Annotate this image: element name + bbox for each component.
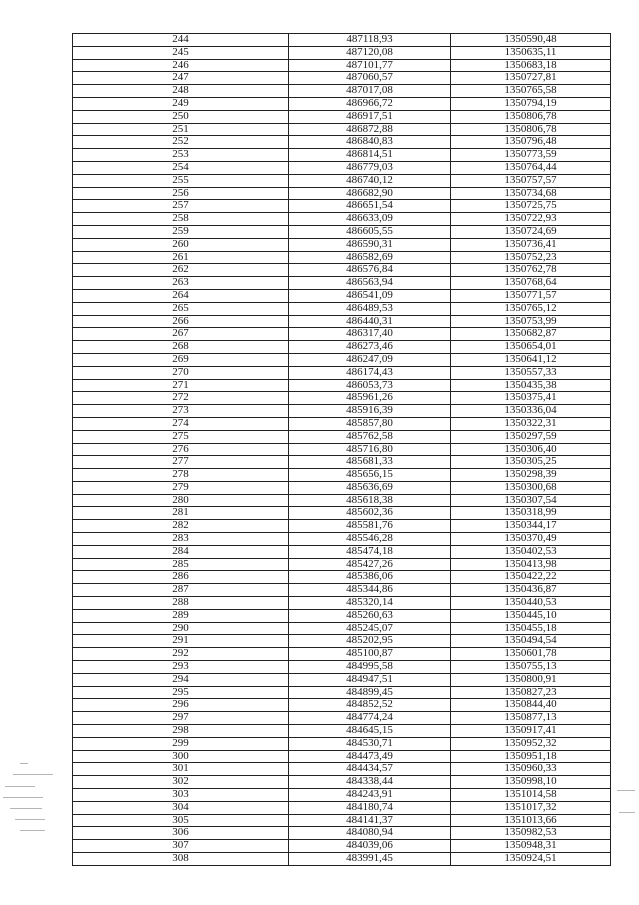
table-row	[73, 200, 611, 213]
x-coordinate-cell: 485762,58	[289, 430, 451, 443]
table-row	[73, 673, 611, 686]
point-number-cell: 273	[73, 405, 289, 418]
x-coordinate-cell: 484645,15	[289, 725, 451, 738]
y-coordinate-cell: 1350757,57	[451, 174, 611, 187]
y-coordinate-cell: 1350435,38	[451, 379, 611, 392]
table-row	[73, 174, 611, 187]
point-number-cell: 291	[73, 635, 289, 648]
y-coordinate-cell: 1350727,81	[451, 72, 611, 85]
y-coordinate-cell: 1350402,53	[451, 545, 611, 558]
point-number-cell: 252	[73, 136, 289, 149]
point-number-cell: 255	[73, 174, 289, 187]
table-row	[73, 277, 611, 290]
y-coordinate-cell: 1350422,22	[451, 571, 611, 584]
x-coordinate-cell: 485602,36	[289, 507, 451, 520]
y-coordinate-cell: 1350370,49	[451, 533, 611, 546]
table-row	[73, 264, 611, 277]
x-coordinate-cell: 485202,95	[289, 635, 451, 648]
x-coordinate-cell: 484530,71	[289, 737, 451, 750]
x-coordinate-cell: 485961,26	[289, 392, 451, 405]
y-coordinate-cell: 1350982,53	[451, 827, 611, 840]
y-coordinate-cell: 1350297,59	[451, 430, 611, 443]
table-row	[73, 469, 611, 482]
y-coordinate-cell: 1350654,01	[451, 341, 611, 354]
table-row	[73, 302, 611, 315]
x-coordinate-cell: 486317,40	[289, 328, 451, 341]
y-coordinate-cell: 1350590,48	[451, 34, 611, 47]
point-number-cell: 253	[73, 149, 289, 162]
x-coordinate-cell: 484338,44	[289, 776, 451, 789]
table-row	[73, 341, 611, 354]
point-number-cell: 257	[73, 200, 289, 213]
x-coordinate-cell: 486872,88	[289, 123, 451, 136]
table-row	[73, 622, 611, 635]
table-row	[73, 648, 611, 661]
x-coordinate-cell: 486651,54	[289, 200, 451, 213]
table-row	[73, 187, 611, 200]
y-coordinate-cell: 1350773,59	[451, 149, 611, 162]
y-coordinate-cell: 1350455,18	[451, 622, 611, 635]
point-number-cell: 283	[73, 533, 289, 546]
table-row	[73, 853, 611, 866]
table-row	[73, 712, 611, 725]
y-coordinate-cell: 1350683,18	[451, 59, 611, 72]
table-row	[73, 584, 611, 597]
x-coordinate-cell: 484039,06	[289, 840, 451, 853]
point-number-cell: 256	[73, 187, 289, 200]
point-number-cell: 286	[73, 571, 289, 584]
x-coordinate-cell: 486582,69	[289, 251, 451, 264]
point-number-cell: 297	[73, 712, 289, 725]
x-coordinate-cell: 486563,94	[289, 277, 451, 290]
x-coordinate-cell: 484141,37	[289, 814, 451, 827]
x-coordinate-cell: 486273,46	[289, 341, 451, 354]
table-row	[73, 533, 611, 546]
table-row	[73, 609, 611, 622]
x-coordinate-cell: 486440,31	[289, 315, 451, 328]
y-coordinate-cell: 1350951,18	[451, 750, 611, 763]
table-row	[73, 149, 611, 162]
point-number-cell: 277	[73, 456, 289, 469]
table-row	[73, 481, 611, 494]
table-row	[73, 507, 611, 520]
x-coordinate-cell: 487060,57	[289, 72, 451, 85]
y-coordinate-cell: 1350794,19	[451, 97, 611, 110]
y-coordinate-cell: 1350682,87	[451, 328, 611, 341]
y-coordinate-cell: 1350322,31	[451, 417, 611, 430]
table-row	[73, 545, 611, 558]
y-coordinate-cell: 1350924,51	[451, 853, 611, 866]
y-coordinate-cell: 1350952,32	[451, 737, 611, 750]
point-number-cell: 245	[73, 46, 289, 59]
x-coordinate-cell: 486740,12	[289, 174, 451, 187]
table-row	[73, 571, 611, 584]
table-row	[73, 494, 611, 507]
y-coordinate-cell: 1350917,41	[451, 725, 611, 738]
x-coordinate-cell: 484434,57	[289, 763, 451, 776]
y-coordinate-cell: 1350344,17	[451, 520, 611, 533]
table-row	[73, 417, 611, 430]
point-number-cell: 274	[73, 417, 289, 430]
x-coordinate-cell: 486840,83	[289, 136, 451, 149]
table-row	[73, 353, 611, 366]
y-coordinate-cell: 1350601,78	[451, 648, 611, 661]
point-number-cell: 305	[73, 814, 289, 827]
y-coordinate-cell: 1350724,69	[451, 225, 611, 238]
x-coordinate-cell: 484995,58	[289, 661, 451, 674]
point-number-cell: 278	[73, 469, 289, 482]
point-number-cell: 294	[73, 673, 289, 686]
table-row	[73, 661, 611, 674]
x-coordinate-cell: 485916,39	[289, 405, 451, 418]
table-row	[73, 686, 611, 699]
x-coordinate-cell: 486174,43	[289, 366, 451, 379]
table-row	[73, 430, 611, 443]
point-number-cell: 251	[73, 123, 289, 136]
x-coordinate-cell: 485344,86	[289, 584, 451, 597]
x-coordinate-cell: 486917,51	[289, 110, 451, 123]
y-coordinate-cell: 1350336,04	[451, 405, 611, 418]
x-coordinate-cell: 486814,51	[289, 149, 451, 162]
point-number-cell: 300	[73, 750, 289, 763]
coordinates-table-body	[73, 34, 611, 866]
point-number-cell: 306	[73, 827, 289, 840]
y-coordinate-cell: 1350725,75	[451, 200, 611, 213]
x-coordinate-cell: 485857,80	[289, 417, 451, 430]
table-row	[73, 392, 611, 405]
y-coordinate-cell: 1350800,91	[451, 673, 611, 686]
point-number-cell: 260	[73, 238, 289, 251]
x-coordinate-cell: 484899,45	[289, 686, 451, 699]
y-coordinate-cell: 1350494,54	[451, 635, 611, 648]
x-coordinate-cell: 485636,69	[289, 481, 451, 494]
x-coordinate-cell: 485100,87	[289, 648, 451, 661]
point-number-cell: 308	[73, 853, 289, 866]
y-coordinate-cell: 1350318,99	[451, 507, 611, 520]
y-coordinate-cell: 1350768,64	[451, 277, 611, 290]
table-row	[73, 763, 611, 776]
y-coordinate-cell: 1350300,68	[451, 481, 611, 494]
x-coordinate-cell: 484473,49	[289, 750, 451, 763]
y-coordinate-cell: 1350753,99	[451, 315, 611, 328]
x-coordinate-cell: 483991,45	[289, 853, 451, 866]
point-number-cell: 250	[73, 110, 289, 123]
point-number-cell: 263	[73, 277, 289, 290]
table-row	[73, 97, 611, 110]
table-row	[73, 328, 611, 341]
point-number-cell: 259	[73, 225, 289, 238]
table-row	[73, 34, 611, 47]
x-coordinate-cell: 484774,24	[289, 712, 451, 725]
point-number-cell: 262	[73, 264, 289, 277]
point-number-cell: 287	[73, 584, 289, 597]
x-coordinate-cell: 486053,73	[289, 379, 451, 392]
table-row	[73, 379, 611, 392]
x-coordinate-cell: 486590,31	[289, 238, 451, 251]
x-coordinate-cell: 485474,18	[289, 545, 451, 558]
table-row	[73, 110, 611, 123]
point-number-cell: 295	[73, 686, 289, 699]
table-row	[73, 238, 611, 251]
x-coordinate-cell: 486576,84	[289, 264, 451, 277]
x-coordinate-cell: 484080,94	[289, 827, 451, 840]
point-number-cell: 298	[73, 725, 289, 738]
x-coordinate-cell: 484852,52	[289, 699, 451, 712]
x-coordinate-cell: 486541,09	[289, 289, 451, 302]
point-number-cell: 272	[73, 392, 289, 405]
point-number-cell: 267	[73, 328, 289, 341]
x-coordinate-cell: 487101,77	[289, 59, 451, 72]
table-row	[73, 443, 611, 456]
x-coordinate-cell: 484243,91	[289, 789, 451, 802]
point-number-cell: 293	[73, 661, 289, 674]
x-coordinate-cell: 485656,15	[289, 469, 451, 482]
x-coordinate-cell: 485681,33	[289, 456, 451, 469]
y-coordinate-cell: 1350445,10	[451, 609, 611, 622]
point-number-cell: 246	[73, 59, 289, 72]
table-row	[73, 699, 611, 712]
x-coordinate-cell: 486633,09	[289, 213, 451, 226]
table-row	[73, 456, 611, 469]
table-row	[73, 520, 611, 533]
y-coordinate-cell: 1350641,12	[451, 353, 611, 366]
y-coordinate-cell: 1350796,48	[451, 136, 611, 149]
point-number-cell: 303	[73, 789, 289, 802]
table-row	[73, 750, 611, 763]
point-number-cell: 284	[73, 545, 289, 558]
point-number-cell: 285	[73, 558, 289, 571]
point-number-cell: 261	[73, 251, 289, 264]
y-coordinate-cell: 1350762,78	[451, 264, 611, 277]
point-number-cell: 279	[73, 481, 289, 494]
x-coordinate-cell: 485427,26	[289, 558, 451, 571]
y-coordinate-cell: 1350307,54	[451, 494, 611, 507]
x-coordinate-cell: 486966,72	[289, 97, 451, 110]
y-coordinate-cell: 1350375,41	[451, 392, 611, 405]
x-coordinate-cell: 485320,14	[289, 597, 451, 610]
x-coordinate-cell: 486605,55	[289, 225, 451, 238]
point-number-cell: 302	[73, 776, 289, 789]
y-coordinate-cell: 1351014,58	[451, 789, 611, 802]
point-number-cell: 292	[73, 648, 289, 661]
x-coordinate-cell: 486682,90	[289, 187, 451, 200]
x-coordinate-cell: 485546,28	[289, 533, 451, 546]
table-row	[73, 725, 611, 738]
point-number-cell: 254	[73, 161, 289, 174]
x-coordinate-cell: 487017,08	[289, 85, 451, 98]
table-row	[73, 597, 611, 610]
y-coordinate-cell: 1350722,93	[451, 213, 611, 226]
table-row	[73, 840, 611, 853]
x-coordinate-cell: 485618,38	[289, 494, 451, 507]
point-number-cell: 249	[73, 97, 289, 110]
y-coordinate-cell: 1350998,10	[451, 776, 611, 789]
y-coordinate-cell: 1350960,33	[451, 763, 611, 776]
y-coordinate-cell: 1350298,39	[451, 469, 611, 482]
table-row	[73, 558, 611, 571]
x-coordinate-cell: 484180,74	[289, 801, 451, 814]
y-coordinate-cell: 1350557,33	[451, 366, 611, 379]
table-row	[73, 123, 611, 136]
y-coordinate-cell: 1350765,12	[451, 302, 611, 315]
point-number-cell: 275	[73, 430, 289, 443]
x-coordinate-cell: 485260,63	[289, 609, 451, 622]
y-coordinate-cell: 1350736,41	[451, 238, 611, 251]
y-coordinate-cell: 1350765,58	[451, 85, 611, 98]
point-number-cell: 281	[73, 507, 289, 520]
y-coordinate-cell: 1350877,13	[451, 712, 611, 725]
x-coordinate-cell: 485245,07	[289, 622, 451, 635]
y-coordinate-cell: 1350771,57	[451, 289, 611, 302]
point-number-cell: 280	[73, 494, 289, 507]
table-row	[73, 814, 611, 827]
point-number-cell: 247	[73, 72, 289, 85]
y-coordinate-cell: 1350306,40	[451, 443, 611, 456]
y-coordinate-cell: 1350827,23	[451, 686, 611, 699]
point-number-cell: 268	[73, 341, 289, 354]
y-coordinate-cell: 1350413,98	[451, 558, 611, 571]
point-number-cell: 282	[73, 520, 289, 533]
table-row	[73, 289, 611, 302]
table-row	[73, 737, 611, 750]
table-row	[73, 801, 611, 814]
table-row	[73, 72, 611, 85]
table-row	[73, 635, 611, 648]
point-number-cell: 258	[73, 213, 289, 226]
point-number-cell: 289	[73, 609, 289, 622]
point-number-cell: 248	[73, 85, 289, 98]
x-coordinate-cell: 485581,76	[289, 520, 451, 533]
table-row	[73, 59, 611, 72]
table-row	[73, 789, 611, 802]
table-row	[73, 251, 611, 264]
y-coordinate-cell: 1350734,68	[451, 187, 611, 200]
point-number-cell: 266	[73, 315, 289, 328]
table-row	[73, 405, 611, 418]
table-row	[73, 85, 611, 98]
point-number-cell: 307	[73, 840, 289, 853]
table-row	[73, 366, 611, 379]
x-coordinate-cell: 486247,09	[289, 353, 451, 366]
point-number-cell: 301	[73, 763, 289, 776]
x-coordinate-cell: 486779,03	[289, 161, 451, 174]
x-coordinate-cell: 487118,93	[289, 34, 451, 47]
x-coordinate-cell: 485716,80	[289, 443, 451, 456]
point-number-cell: 264	[73, 289, 289, 302]
y-coordinate-cell: 1351017,32	[451, 801, 611, 814]
table-row	[73, 827, 611, 840]
x-coordinate-cell: 486489,53	[289, 302, 451, 315]
point-number-cell: 299	[73, 737, 289, 750]
point-number-cell: 276	[73, 443, 289, 456]
x-coordinate-cell: 484947,51	[289, 673, 451, 686]
y-coordinate-cell: 1351013,66	[451, 814, 611, 827]
table-row	[73, 46, 611, 59]
coordinates-table	[72, 33, 611, 866]
y-coordinate-cell: 1350948,31	[451, 840, 611, 853]
y-coordinate-cell: 1350305,25	[451, 456, 611, 469]
y-coordinate-cell: 1350755,13	[451, 661, 611, 674]
y-coordinate-cell: 1350635,11	[451, 46, 611, 59]
y-coordinate-cell: 1350764,44	[451, 161, 611, 174]
table-row	[73, 213, 611, 226]
y-coordinate-cell: 1350752,23	[451, 251, 611, 264]
table-row	[73, 225, 611, 238]
point-number-cell: 304	[73, 801, 289, 814]
point-number-cell: 244	[73, 34, 289, 47]
x-coordinate-cell: 487120,08	[289, 46, 451, 59]
point-number-cell: 271	[73, 379, 289, 392]
y-coordinate-cell: 1350806,78	[451, 110, 611, 123]
table-row	[73, 136, 611, 149]
y-coordinate-cell: 1350440,53	[451, 597, 611, 610]
table-row	[73, 161, 611, 174]
point-number-cell: 269	[73, 353, 289, 366]
point-number-cell: 296	[73, 699, 289, 712]
point-number-cell: 265	[73, 302, 289, 315]
y-coordinate-cell: 1350436,87	[451, 584, 611, 597]
point-number-cell: 288	[73, 597, 289, 610]
table-row	[73, 776, 611, 789]
table-row	[73, 315, 611, 328]
point-number-cell: 290	[73, 622, 289, 635]
x-coordinate-cell: 485386,06	[289, 571, 451, 584]
y-coordinate-cell: 1350806,78	[451, 123, 611, 136]
point-number-cell: 270	[73, 366, 289, 379]
y-coordinate-cell: 1350844,40	[451, 699, 611, 712]
